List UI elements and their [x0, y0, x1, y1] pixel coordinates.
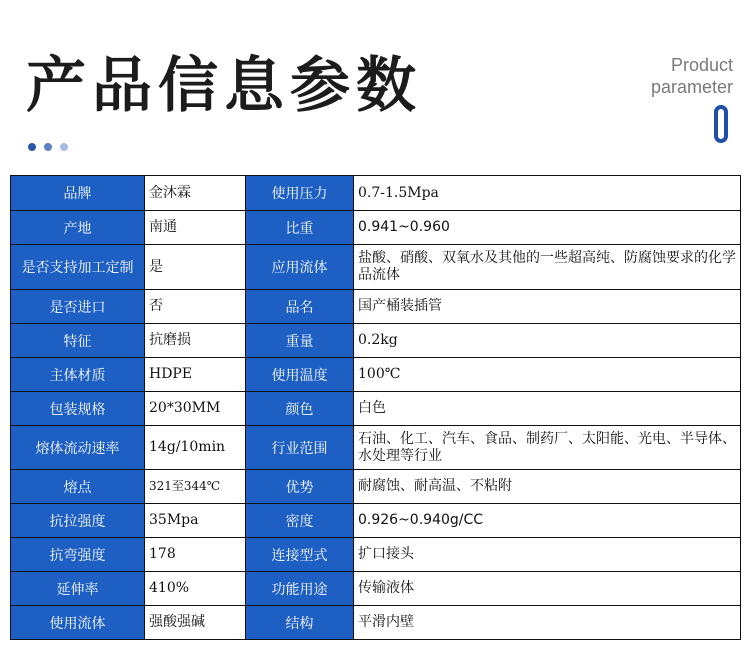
table-row [11, 211, 741, 245]
param-label: 品牌 [11, 176, 145, 211]
param-value: 20*30MM [145, 392, 246, 426]
param-label: 延伸率 [11, 572, 145, 606]
param-value: 35Mpa [145, 504, 246, 538]
param-value: 南通 [145, 211, 246, 245]
param-label: 抗弯强度 [11, 538, 145, 572]
param-value: 金沐霖 [145, 176, 246, 211]
param-label: 是否进口 [11, 290, 145, 324]
param-label: 产地 [11, 211, 145, 245]
param-value: 强酸强碱 [145, 606, 246, 640]
param-label: 品名 [246, 290, 354, 324]
param-label: 重量 [246, 324, 354, 358]
param-label: 功能用途 [246, 572, 354, 606]
table-row [11, 504, 741, 538]
param-label: 使用温度 [246, 358, 354, 392]
param-label: 行业范围 [246, 426, 354, 470]
param-label: 是否支持加工定制 [11, 245, 145, 290]
param-value: 传输液体 [354, 572, 741, 606]
param-value: 0.7-1.5Mpa [354, 176, 741, 211]
param-value: 0.926~0.940g/CC [354, 504, 741, 538]
param-label: 比重 [246, 211, 354, 245]
table-row [11, 538, 741, 572]
param-label: 结构 [246, 606, 354, 640]
param-value: 410% [145, 572, 246, 606]
param-value: 否 [145, 290, 246, 324]
param-label: 密度 [246, 504, 354, 538]
table-row [11, 470, 741, 504]
table-row [11, 606, 741, 640]
param-label: 熔体流动速率 [11, 426, 145, 470]
english-subtitle [651, 54, 733, 98]
param-label: 抗拉强度 [11, 504, 145, 538]
param-label: 优势 [246, 470, 354, 504]
param-value: 抗磨损 [145, 324, 246, 358]
table-row [11, 324, 741, 358]
dot-icon [28, 143, 36, 151]
param-value: 盐酸、硝酸、双氧水及其他的一些超高纯、防腐蚀要求的化学品流体 [354, 245, 741, 290]
param-value: 0.2kg [354, 324, 741, 358]
table-row [11, 426, 741, 470]
subtitle-line-1: Product [670, 55, 733, 75]
param-value: 是 [145, 245, 246, 290]
dot-icon [44, 143, 52, 151]
parameter-table [10, 175, 741, 640]
param-label: 应用流体 [246, 245, 354, 290]
param-value: 0.941~0.960 [354, 211, 741, 245]
param-value: 耐腐蚀、耐高温、不粘附 [354, 470, 741, 504]
table-row [11, 572, 741, 606]
param-label: 特征 [11, 324, 145, 358]
table-row [11, 176, 741, 211]
param-label: 使用压力 [246, 176, 354, 211]
param-value: 国产桶装插管 [354, 290, 741, 324]
table-row [11, 358, 741, 392]
param-value: 321至344℃ [145, 470, 246, 504]
table-row [11, 392, 741, 426]
param-label: 熔点 [11, 470, 145, 504]
subtitle-line-2: parameter [650, 77, 733, 97]
dot-icon [60, 143, 68, 151]
param-label: 包装规格 [11, 392, 145, 426]
param-value: 白色 [354, 392, 741, 426]
page-title: 产品信息参数 [26, 51, 422, 121]
param-value: 100℃ [354, 358, 741, 392]
param-value: 石油、化工、汽车、食品、制药厂、太阳能、光电、半导体、水处理等行业 [354, 426, 741, 470]
param-label: 主体材质 [11, 358, 145, 392]
param-label: 连接型式 [246, 538, 354, 572]
param-label: 颜色 [246, 392, 354, 426]
table-row [11, 290, 741, 324]
param-value: 14g/10min [145, 426, 246, 470]
param-value: 平滑内壁 [354, 606, 741, 640]
param-value: HDPE [145, 358, 246, 392]
decorative-ring-icon [714, 105, 728, 143]
param-value: 扩口接头 [354, 538, 741, 572]
param-label: 使用流体 [11, 606, 145, 640]
param-value: 178 [145, 538, 246, 572]
table-row [11, 245, 741, 290]
